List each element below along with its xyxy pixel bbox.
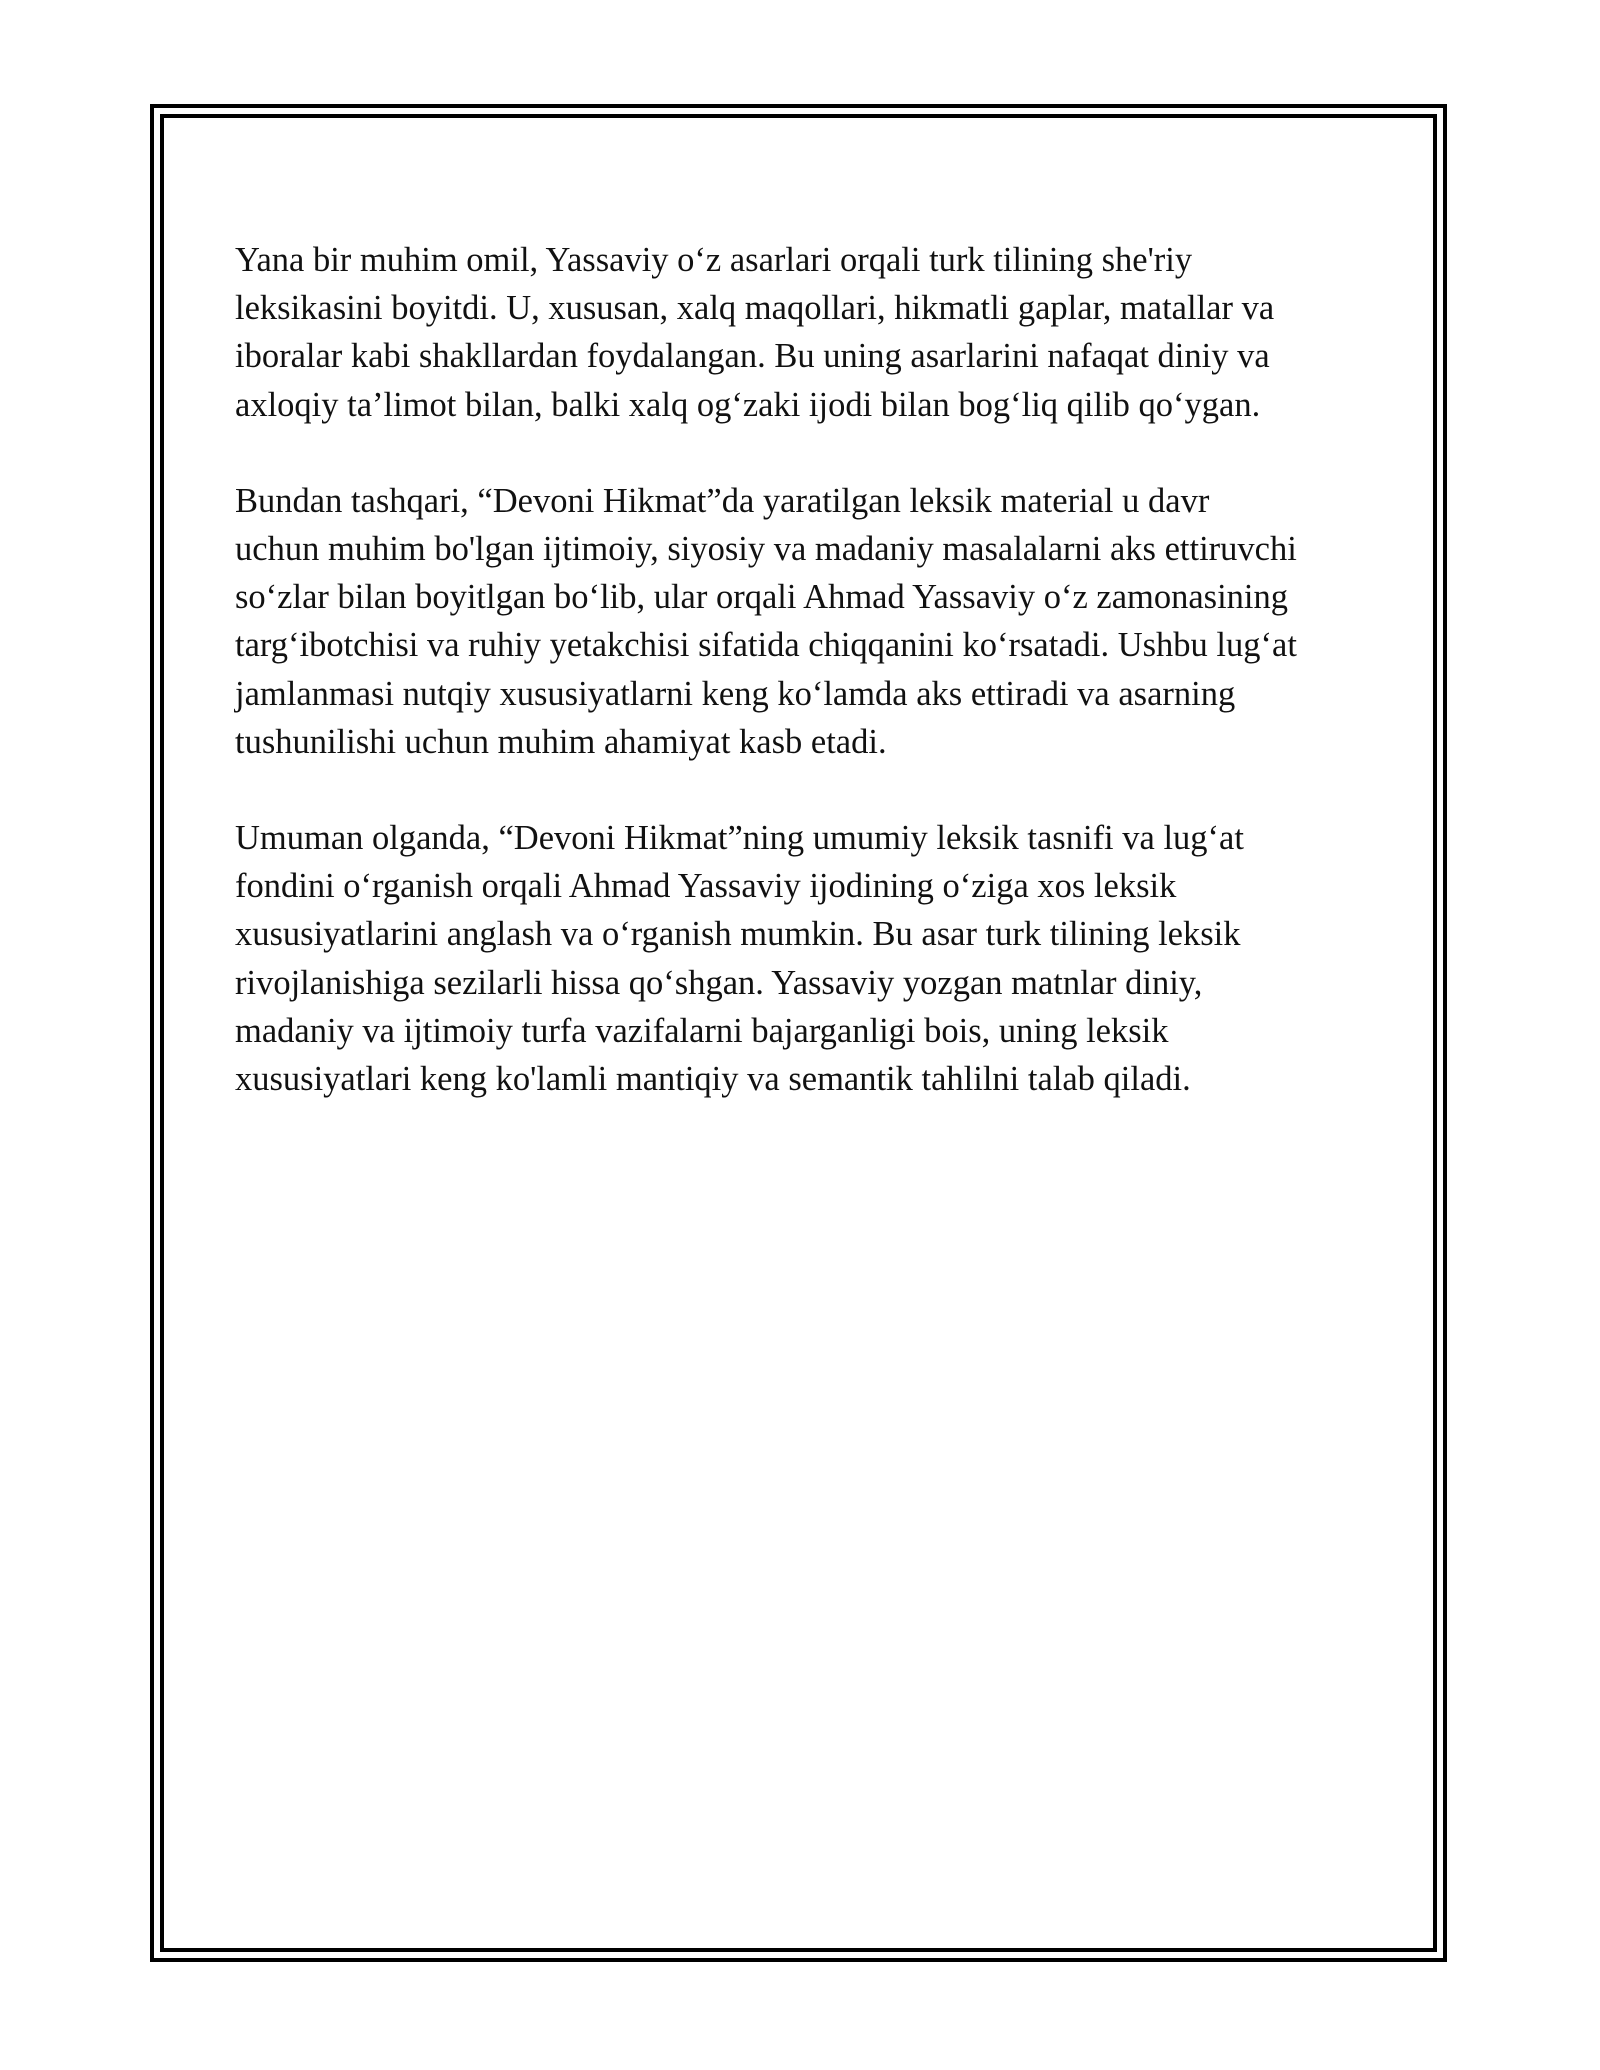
- paragraph-line: Umuman olganda, “Devoni Hikmat”ning umumiy leksik tasnifi va lug‘at: [235, 819, 1244, 858]
- paragraph-line: xususiyatlari keng ko'lamli mantiqiy va semantik tahlilni talab qiladi.: [235, 1060, 1191, 1099]
- paragraph-line: iboralar kabi shakllardan foydalangan. Bu uning asarlarini nafaqat diniy va: [235, 337, 1270, 376]
- paragraph-line: jamlanmasi nutqiy xususiyatlarni keng ko‘lamda aks ettiradi va asarning: [235, 674, 1236, 713]
- paragraph-line: targ‘ibotchisi va ruhiy yetakchisi sifatida chiqqanini ko‘rsatadi. Ushbu lug‘at: [235, 626, 1297, 665]
- paragraph-line: leksikasini boyitdi. U, xususan, xalq maqollari, hikmatli gaplar, matallar va: [235, 289, 1275, 328]
- paragraph-3: [235, 814, 1385, 1103]
- paragraph-line: Bundan tashqari, “Devoni Hikmat”da yaratilgan leksik material u davr: [235, 481, 1210, 520]
- paragraph-line: xususiyatlarini anglash va o‘rganish mumkin. Bu asar turk tilining leksik: [235, 915, 1241, 954]
- paragraph-2: [235, 477, 1385, 766]
- document-body: [235, 236, 1385, 1151]
- paragraph-line: Yana bir muhim omil, Yassaviy o‘z asarlari orqali turk tilining she'riy: [235, 241, 1193, 279]
- paragraph-line: so‘zlar bilan boyitlgan bo‘lib, ular orqali Ahmad Yassaviy o‘z zamonasining: [235, 578, 1289, 617]
- paragraph-1: [235, 236, 1385, 429]
- paragraph-line: axloqiy ta’limot bilan, balki xalq og‘zaki ijodi bilan bog‘liq qilib qo‘ygan.: [235, 385, 1261, 424]
- paragraph-line: tushunilishi uchun muhim ahamiyat kasb etadi.: [235, 722, 887, 761]
- paragraph-line: fondini o‘rganish orqali Ahmad Yassaviy ijodining o‘ziga xos leksik: [235, 867, 1177, 906]
- paragraph-line: uchun muhim bo'lgan ijtimoiy, siyosiy va madaniy masalalarni aks ettiruvchi: [235, 530, 1297, 569]
- paragraph-line: rivojlanishiga sezilarli hissa qo‘shgan. Yassaviy yozgan matnlar diniy,: [235, 963, 1203, 1002]
- paragraph-line: madaniy va ijtimoiy turfa vazifalarni bajarganligi bois, uning leksik: [235, 1011, 1169, 1050]
